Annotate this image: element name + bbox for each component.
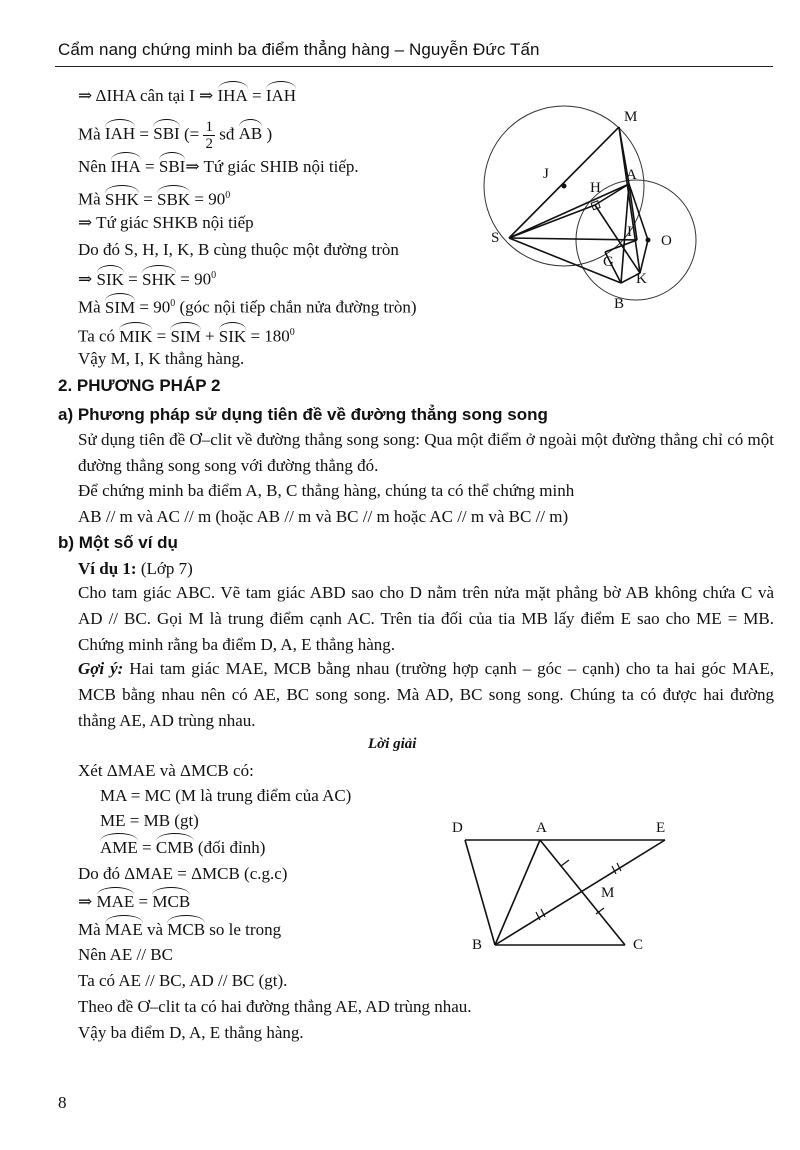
solution-line10: Theo đề Ơ–clit ta có hai đường thẳng AE, AD trùng nhau. — [78, 997, 472, 1016]
fig1-label-J: J — [543, 166, 549, 182]
fig2-label-B: B — [472, 937, 483, 953]
fig1-label-A: A — [626, 167, 637, 183]
solution-line4: AME = CMB (đối đỉnh) — [100, 838, 266, 857]
fig1-label-G: G — [603, 254, 614, 270]
example-heading: Ví dụ 1: (Lớp 7) — [78, 559, 193, 578]
example-problem-text: Cho tam giác ABC. Vẽ tam giác ABD sao cho D nằm trên nửa mặt phẳng bờ AB không chứa C và AD // BC. Gọi M là trung điểm cạnh AC. Trên tia đối của tia MB lấy điểm E sao cho ME = MB. Chứng minh rằng ba điểm D, A, E thẳng hàng. — [78, 583, 774, 654]
fig2-label-A: A — [536, 820, 547, 836]
solution-line5: Do đó ΔMAE = ΔMCB (c.g.c) — [78, 864, 288, 883]
figure-triangle-diagram — [440, 810, 690, 960]
proof1-line4: Mà SHK = SBK = $90^0$ — [78, 189, 231, 209]
solution-line9: Ta có AE // BC, AD // BC (gt). — [78, 971, 288, 990]
solution-line3: ME = MB (gt) — [100, 811, 199, 830]
figure-circles-diagram — [480, 100, 710, 315]
subsection-b-title: b) Một số ví dụ — [58, 533, 178, 552]
header-divider — [55, 66, 773, 67]
fig2-label-D: D — [452, 820, 463, 836]
solution-line1: Xét ΔMAE và ΔMCB có: — [78, 761, 254, 780]
subsection-a-title: a) Phương pháp sử dụng tiên đề về đường thẳng song song — [58, 405, 548, 424]
fig2-label-E: E — [656, 820, 666, 836]
section-title: 2. PHƯƠNG PHÁP 2 — [58, 376, 221, 395]
proof1-line6: Do đó S, H, I, K, B cùng thuộc một đường tròn — [78, 240, 399, 259]
fraction-one-half: $\frac{1}{2}$ — [205, 119, 213, 152]
proof1-line3: Nên IHA = SBI⇒ Tứ giác SHIB nội tiếp. — [78, 157, 359, 176]
solution-line11: Vậy ba điểm D, A, E thẳng hàng. — [78, 1023, 304, 1042]
fig2-label-C: C — [633, 937, 644, 953]
page-header: Cẩm nang chứng minh ba điểm thẳng hàng – Nguyễn Đức Tấn — [58, 40, 540, 59]
fig1-label-I: I — [627, 224, 632, 240]
fig2-label-M: M — [601, 885, 615, 901]
proof1-line5: ⇒ Tứ giác SHKB nội tiếp — [78, 213, 254, 232]
fig1-label-K: K — [636, 271, 647, 287]
fig1-label-B: B — [614, 296, 625, 312]
solution-line2: MA = MC (M là trung điểm của AC) — [100, 786, 352, 805]
paragraph-euclid-axiom: Sử dụng tiên đề Ơ–clit về đường thẳng song song: Qua một điểm ở ngoài một đường thẳng chỉ có một đường thẳng song song với đường thẳng đó. — [78, 430, 774, 475]
fig1-label-H: H — [590, 180, 601, 196]
solution-title: Lời giải — [368, 736, 417, 752]
proof1-line8: Mà SIM = $90^0$ (góc nội tiếp chắn nửa đường tròn) — [78, 297, 417, 317]
solution-line8: Nên AE // BC — [78, 945, 173, 964]
paragraph-parallel-conditions: AB // m và AC // m (hoặc AB // m và BC // m hoặc AC // m và BC // m) — [78, 507, 569, 526]
proof1-line1: ⇒ ΔIHA cân tại I ⇒ IHA = IAH — [78, 86, 297, 105]
solution-line7: Mà MAE và MCB so le trong — [78, 920, 282, 939]
fig1-label-S: S — [491, 230, 500, 246]
fig1-label-O: O — [661, 233, 672, 249]
hint-paragraph: Gợi ý: Hai tam giác MAE, MCB bằng nhau (trường hợp cạnh – góc – cạnh) cho ta hai góc MAE, MCB bằng nhau nên có AE, BC song song. Mà AD, BC song song. Chúng ta có được hai đường thẳng AE, AD trùng nhau. — [78, 659, 774, 730]
proof1-line7: ⇒ SIK = SHK = $90^0$ — [78, 269, 217, 289]
paragraph-method: Để chứng minh ba điểm A, B, C thẳng hàng, chúng ta có thể chứng minh — [78, 481, 575, 500]
proof1-line2: Mà IAH = SBI (= $\frac{1}{2}$ sđ AB ) — [78, 119, 273, 152]
solution-line6: ⇒ MAE = MCB — [78, 892, 191, 911]
fig1-label-M: M — [624, 109, 638, 125]
page-number: 8 — [58, 1093, 67, 1112]
proof1-line9: Ta có MIK = SIM + SIK = $180^0$ — [78, 326, 295, 346]
proof1-line10: Vậy M, I, K thẳng hàng. — [78, 349, 245, 368]
